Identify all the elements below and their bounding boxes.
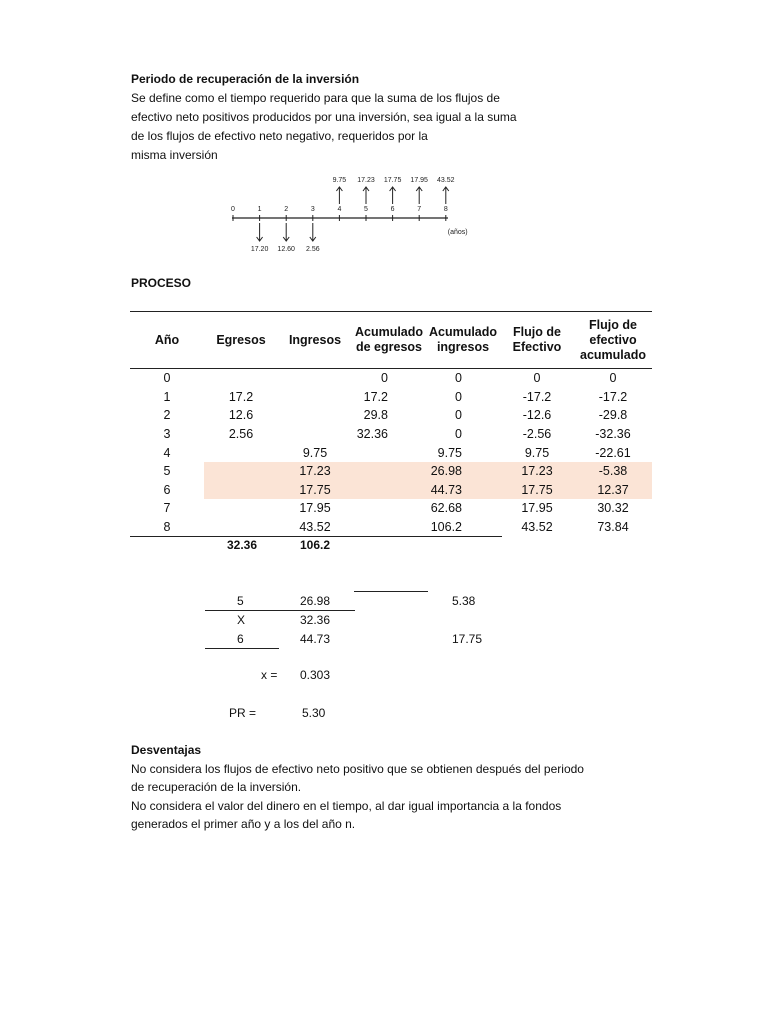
outflow-label: 17.20 (250, 246, 269, 253)
cell-ingresos: 17.75 (278, 481, 352, 500)
inflow-label: 9.75 (332, 177, 347, 184)
x-value: 0.303 (300, 668, 331, 682)
outflow-label: 12.60 (277, 246, 295, 253)
inflow-arrow (390, 187, 396, 204)
disadvantage-line: No considera el valor del dinero en el tiempo, al dar igual importancia a la fondos (131, 798, 562, 813)
cell-flujo-acum: 0 (609, 371, 617, 386)
cell-egresos (204, 518, 278, 537)
cell-ingresos: 17.95 (299, 501, 331, 516)
cell-flujo-acum: -17.2 (598, 389, 628, 404)
disadvantage-line: No considera los flujos de efectivo neto positivo que se obtienen después del periodo (131, 761, 584, 776)
table-row (130, 481, 652, 500)
total-egresos: 32.36 (227, 538, 258, 552)
table-header-row (130, 312, 652, 369)
x-label: x = (261, 668, 278, 682)
year-label: 6 (390, 206, 395, 213)
col-header-flujo: Flujo de Efectivo (500, 312, 574, 369)
cell-flujo-acum: -22.61 (595, 445, 631, 460)
pr-value: 5.30 (302, 706, 326, 720)
interp-value-2: 44.73 (300, 632, 331, 646)
cell-ingresos (278, 388, 352, 407)
col-header-ingresos: Ingresos (278, 312, 352, 369)
table-row (130, 499, 652, 518)
cell-ano: 6 (163, 482, 171, 497)
cell-acum-ingresos: 62.68 (430, 501, 462, 516)
col-header-acum-ingresos: Acumulado ingresos (426, 312, 500, 369)
year-label: 8 (443, 206, 448, 213)
cell-ingresos: 9.75 (302, 445, 328, 460)
intro-line: de los flujos de efectivo neto negativo, requeridos por la (131, 129, 428, 143)
col-header-flujo-acum: Flujo de efectivo acumulado (574, 312, 652, 369)
pr-label: PR = (229, 706, 257, 720)
intro-line: misma inversión (131, 148, 218, 162)
cell-acum-ingresos: 26.98 (426, 462, 500, 481)
disadvantages-title: Desventajas (131, 743, 202, 757)
table-row (130, 462, 652, 481)
payback-table (130, 311, 652, 536)
cell-flujo-acum: -5.38 (574, 462, 652, 481)
cell-flujo: 17.75 (500, 481, 574, 500)
cell-flujo: 0 (533, 371, 541, 386)
year-label: 4 (337, 206, 342, 213)
cell-flujo: 9.75 (524, 445, 550, 460)
disadvantage-line: generados el primer año y a los del año n. (131, 817, 356, 831)
cell-egresos: 2.56 (228, 427, 254, 442)
cell-acum-egresos (352, 518, 426, 537)
cell-flujo: -17.2 (522, 389, 552, 404)
cell-acum-ingresos: 0 (455, 389, 462, 404)
col-header-acum-egresos: Acumulado de egresos (352, 312, 426, 369)
outflow-arrow (283, 223, 289, 241)
interp-rule-1 (205, 610, 355, 611)
intro-title: Periodo de recuperación de la inversión (131, 72, 360, 86)
cell-acum-ingresos: 0 (455, 427, 462, 442)
year-label: 7 (417, 206, 422, 213)
inflow-arrow (416, 187, 422, 204)
cell-flujo-acum: -29.8 (598, 408, 628, 423)
cell-acum-ingresos: 106.2 (430, 520, 462, 535)
inflow-label: 17.95 (410, 177, 428, 184)
cell-ingresos: 17.23 (278, 462, 352, 481)
inflow-label: 17.23 (357, 177, 375, 184)
disadvantages-section (131, 741, 584, 834)
cell-ano: 8 (163, 520, 171, 535)
interp-year-2: 6 (237, 632, 244, 646)
cash-flow-timeline (228, 170, 478, 258)
interp-value-1: 26.98 (300, 594, 331, 608)
year-label: 3 (310, 206, 315, 213)
cell-flujo-acum: 12.37 (574, 481, 652, 500)
cell-flujo: -2.56 (522, 427, 552, 442)
cell-egresos (204, 462, 278, 481)
cell-ingresos (278, 425, 352, 444)
intro-line: Se define como el tiempo requerido para que la suma de los flujos de (131, 91, 500, 105)
table-row (130, 425, 652, 444)
section-title-proceso: PROCESO (131, 276, 192, 290)
outflow-arrow (310, 223, 316, 241)
cell-acum-egresos (352, 462, 426, 481)
table-row (130, 443, 652, 462)
cell-flujo: 43.52 (521, 520, 553, 535)
outflow-arrow (257, 223, 263, 241)
cell-acum-ingresos: 44.73 (426, 481, 500, 500)
cell-ano: 1 (163, 389, 171, 404)
total-ingresos: 106.2 (300, 538, 331, 552)
cell-acum-egresos: 0 (381, 371, 388, 386)
col-header-egresos: Egresos (204, 312, 278, 369)
cell-acum-egresos (352, 499, 426, 518)
cell-flujo: 17.23 (500, 462, 574, 481)
cell-ano: 0 (163, 371, 171, 386)
cell-egresos: 12.6 (228, 408, 254, 423)
inflow-label: 17.75 (383, 177, 402, 184)
cell-egresos: 17.2 (228, 389, 254, 404)
cell-acum-ingresos: 0 (455, 371, 462, 386)
cell-ano: 3 (163, 427, 171, 442)
cell-ano: 7 (163, 501, 171, 516)
inflow-label: 43.52 (437, 177, 455, 184)
disadvantage-line: de recuperación de la inversión. (131, 780, 302, 794)
cell-acum-ingresos: 0 (455, 408, 462, 423)
cell-acum-egresos: 32.36 (356, 427, 388, 442)
interp-diff-1: 5.38 (452, 594, 476, 608)
year-label: 1 (257, 206, 262, 213)
year-label: 2 (284, 206, 289, 213)
inflow-arrow (336, 187, 342, 204)
cell-egresos (204, 499, 278, 518)
cell-ingresos (278, 406, 352, 425)
cell-egresos (204, 443, 278, 462)
interp-rule-2 (205, 648, 279, 649)
year-label: 5 (364, 206, 368, 213)
year-label: 0 (231, 206, 235, 213)
table-row (130, 518, 652, 537)
table-bottom-rule (130, 536, 502, 537)
timeline-unit-label: (años) (447, 229, 468, 236)
cell-ano: 4 (163, 445, 171, 460)
interp-value-x: 32.36 (300, 613, 331, 627)
col-header-ano: Año (130, 312, 204, 369)
table-row (130, 369, 652, 388)
cell-ano: 2 (163, 408, 171, 423)
intro-section (131, 70, 517, 165)
cell-flujo: 17.95 (521, 501, 553, 516)
cell-acum-egresos (352, 443, 426, 462)
cell-flujo-acum: -32.36 (595, 427, 631, 442)
cell-flujo: -12.6 (522, 408, 552, 423)
outflow-label: 2.56 (305, 246, 320, 253)
interp-diff-2: 17.75 (452, 632, 483, 646)
cell-ingresos: 43.52 (299, 520, 331, 535)
interp-year-1: 5 (237, 594, 244, 608)
cell-egresos (204, 481, 278, 500)
cell-flujo-acum: 30.32 (597, 501, 629, 516)
cell-acum-egresos: 17.2 (363, 389, 388, 404)
cell-flujo-acum: 73.84 (597, 520, 629, 535)
inflow-arrow (363, 187, 369, 204)
cell-acum-ingresos: 9.75 (437, 445, 462, 460)
cell-egresos (204, 369, 278, 388)
cell-ano: 5 (163, 464, 171, 479)
table-row (130, 406, 652, 425)
cell-ingresos (278, 369, 352, 388)
inflow-arrow (443, 187, 449, 204)
cell-acum-egresos: 29.8 (363, 408, 388, 423)
interp-year-x: X (237, 613, 246, 627)
table-row (130, 388, 652, 407)
intro-line: efectivo neto positivos producidos por una inversión, sea igual a la suma (131, 110, 517, 124)
interp-divider (354, 591, 428, 592)
cell-acum-egresos (352, 481, 426, 500)
